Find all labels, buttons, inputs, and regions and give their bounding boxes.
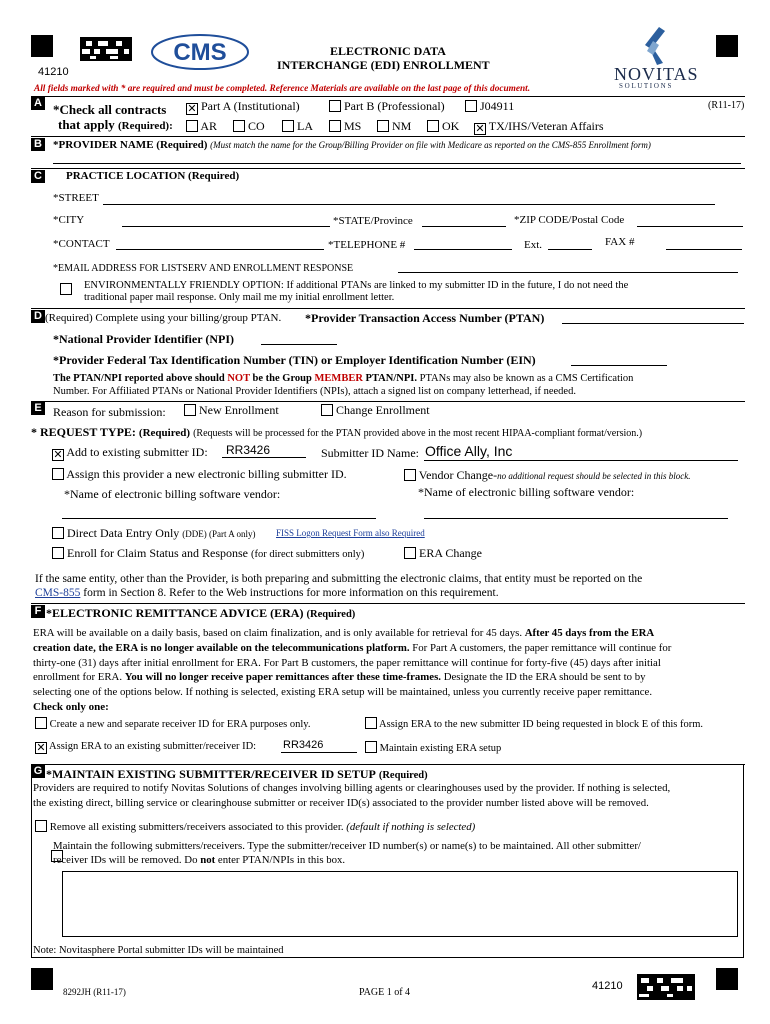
novitas-logo: NOVITAS — [614, 64, 699, 84]
checkbox[interactable] — [186, 120, 198, 132]
ptan-note-1: The PTAN/NPI reported above should NOT be the Group MEMBER PTAN/NPI. PTANs may also be known as a CMS Certification — [53, 373, 634, 384]
provider-name-field[interactable] — [53, 163, 741, 164]
checkbox[interactable] — [35, 717, 47, 729]
checkbox[interactable] — [184, 404, 196, 416]
era-title: *ELECTRONIC REMITTANCE ADVICE (ERA) (Required) — [46, 606, 356, 620]
same-entity-text-1: If the same entity, other than the Provider, is both preparing and submitting the electronic claims, that entity must be reported on the — [35, 573, 643, 585]
contact-field[interactable] — [116, 249, 324, 250]
new-enrollment-option[interactable]: New Enrollment — [184, 403, 279, 418]
state-option-nm[interactable]: NM — [377, 119, 411, 134]
maintain-setup-title: *MAINTAIN EXISTING SUBMITTER/RECEIVER ID SETUP (Required) — [46, 767, 428, 781]
era-para-line-1: ERA will be available on a daily basis, based on claim finalization, and is only available for retrieval for 45 days. After 45 days from the ERA — [33, 627, 655, 639]
email-field[interactable] — [398, 272, 738, 273]
cms-logo-text: CMS — [173, 39, 227, 66]
env-friendly-text-2: traditional paper mail response. Only mail me my initial enrollment letter. — [84, 292, 395, 303]
checkbox[interactable]: ✕ — [36, 741, 46, 754]
section-letter-a: A — [31, 97, 45, 110]
novitas-logo-sub: S O L U T I O N S — [619, 82, 672, 90]
registration-mark-top-right — [716, 35, 738, 57]
maintain-following-text-1: Maintain the following submitters/receivers. Type the submitter/receiver ID number(s) or name(s) to be maintained. All other submitter/ — [53, 840, 641, 852]
practice-location-title: PRACTICE LOCATION (Required) — [66, 170, 240, 182]
env-friendly-text-1: ENVIRONMENTALLY FRIENDLY OPTION: If additional PTANs are linked to my submitter ID in the future, I do not need the — [84, 280, 629, 291]
novitasphere-note: Note: Novitasphere Portal submitter IDs will be maintained — [33, 945, 284, 956]
era-assign-new-option[interactable]: Assign ERA to the new submitter ID being requested in block E of this form. — [365, 717, 703, 730]
divider — [31, 168, 745, 169]
add-existing-option[interactable]: ✕ Add to existing submitter ID: — [53, 445, 208, 461]
section-d-intro: (Required) Complete using your billing/group PTAN. — [45, 312, 282, 324]
maintain-para-1: Providers are required to notify Novitas Solutions of changes involving billing agents or clearinghouses used by the provider. If nothing is selected, — [33, 782, 671, 794]
maintain-para-2: the existing direct, billing service or clearinghouse submitter or receiver ID(s) associated to the provider number listed above will be removed. — [33, 797, 649, 809]
checkbox[interactable] — [321, 404, 333, 416]
checkbox[interactable] — [377, 120, 389, 132]
checkbox[interactable] — [365, 741, 377, 753]
maintain-following-text-2: receiver IDs will be removed. Do not enter PTAN/NPIs in this box. — [53, 854, 346, 866]
checkbox[interactable] — [52, 527, 64, 539]
telephone-label: *TELEPHONE # — [328, 239, 406, 251]
checkbox[interactable] — [365, 717, 377, 729]
novitas-ribbon-icon — [641, 25, 669, 67]
vendor-name-field[interactable] — [62, 518, 376, 519]
tin-field[interactable] — [571, 365, 667, 366]
state-option-tx[interactable]: ✕ TX/IHS/Veteran Affairs — [475, 119, 604, 135]
zip-label: *ZIP CODE/Postal Code — [514, 214, 625, 226]
era-para-line-4: enrollment for ERA. You will no longer receive paper remittances after these time-frames. Designate the ID the ERA should be sent to by — [33, 671, 646, 683]
tin-label: *Provider Federal Tax Identification Number (TIN) or Employer Identification Number (EIN) — [53, 353, 536, 367]
checkbox[interactable] — [329, 100, 341, 112]
checkbox[interactable]: ✕ — [53, 448, 63, 461]
state-option-la[interactable]: LA — [282, 119, 313, 134]
section-g-box-border — [31, 764, 744, 958]
checkbox[interactable] — [233, 120, 245, 132]
checkbox[interactable]: ✕ — [187, 102, 197, 115]
checkbox[interactable] — [52, 547, 64, 559]
page-number: PAGE 1 of 4 — [359, 987, 411, 998]
ptan-label: *Provider Transaction Access Number (PTAN) — [305, 311, 545, 325]
change-enrollment-option[interactable]: Change Enrollment — [321, 403, 430, 418]
checkbox[interactable] — [404, 547, 416, 559]
barcode-bottom — [637, 974, 695, 1000]
existing-submitter-id-value[interactable]: RR3426 — [226, 443, 271, 457]
state-option-ms[interactable]: MS — [329, 119, 361, 134]
cms-logo — [150, 33, 250, 71]
npi-label: *National Provider Identifier (NPI) — [53, 332, 234, 346]
era-existing-receiver-id-value[interactable]: RR3426 — [283, 739, 324, 751]
provider-name-label: *PROVIDER NAME (Required) (Must match the name for the Group/Billing Provider on file with Medicare as reported on the CMS-855 Enrollment form) — [53, 139, 651, 151]
request-type-label: * REQUEST TYPE: (Required) (Requests will be processed for the PTAN provided above in the most recent HIPAA-compliant format/version.) — [31, 425, 643, 439]
divider — [31, 603, 745, 604]
era-assign-existing-option[interactable]: ✕ Assign ERA to an existing submitter/receiver ID: — [36, 741, 257, 754]
fax-label: FAX # — [605, 236, 635, 248]
section-letter-e: E — [31, 402, 45, 415]
reason-label: Reason for submission: — [53, 405, 166, 419]
checkbox[interactable] — [404, 469, 416, 481]
zip-field[interactable] — [637, 226, 743, 227]
remove-all-option[interactable]: Remove all existing submitters/receivers associated to this provider. (default if nothing is selected) — [35, 820, 475, 833]
checkbox[interactable] — [282, 120, 294, 132]
assign-new-submitter-option[interactable]: Assign this provider a new electronic billing submitter ID. — [52, 467, 347, 482]
registration-mark-bottom-right — [716, 968, 738, 990]
ptan-field[interactable] — [562, 323, 744, 324]
era-para-line-3: thirty-one (31) days after initial enrollment for ERA. For Part B customers, the paper remittance will continue for forty-five (45) days after initial — [33, 657, 661, 669]
vendor-name-label-2: *Name of electronic billing software vendor: — [418, 485, 635, 499]
era-change-option[interactable]: ERA Change — [404, 546, 482, 561]
env-friendly-checkbox[interactable] — [60, 283, 72, 295]
npi-field[interactable] — [261, 344, 337, 345]
registration-mark-bottom-left — [31, 968, 53, 990]
ext-field[interactable] — [548, 249, 592, 250]
era-create-receiver-option[interactable]: Create a new and separate receiver ID for ERA purposes only. — [35, 717, 310, 730]
city-label: *CITY — [53, 214, 85, 226]
barcode-top — [80, 37, 132, 61]
fiss-logon-link[interactable]: FISS Logon Request Form also Required — [276, 528, 425, 538]
email-label: *EMAIL ADDRESS FOR LISTSERV AND ENROLLMENT RESPONSE — [53, 263, 354, 274]
claim-status-option[interactable]: Enroll for Claim Status and Response (for direct submitters only) — [52, 546, 364, 561]
form-code-bottom: 41210 — [592, 980, 623, 992]
era-existing-receiver-id-field[interactable] — [281, 752, 357, 753]
submitter-name-field[interactable] — [424, 460, 738, 461]
section-letter-c: C — [31, 170, 45, 183]
vendor-name-label: *Name of electronic billing software vendor: — [64, 487, 281, 501]
fax-field[interactable] — [666, 249, 742, 250]
vendor-change-option[interactable]: Vendor Change-no additional request should be selected in this block. — [404, 468, 691, 483]
era-para-line-5: selecting one of the options below. If nothing is selected, existing ERA setup will be maintained, unless you currently receive paper remittance. — [33, 686, 653, 698]
section-letter-b: B — [31, 138, 45, 151]
era-maintain-option[interactable]: Maintain existing ERA setup — [365, 741, 501, 754]
divider — [31, 401, 745, 402]
state-option-ar[interactable]: AR — [186, 119, 217, 134]
vendor-name-field-2[interactable] — [424, 518, 728, 519]
title-line-1: ELECTRONIC DATA — [330, 44, 446, 58]
era-para-line-2: creation date, the ERA is no longer available on the telecommunications platform. For Part A customers, the paper remittance will continue for — [33, 642, 672, 654]
state-label: *STATE/Province — [333, 215, 413, 227]
contracts-label-2: that apply (Required): — [58, 117, 173, 132]
divider — [31, 308, 745, 309]
section-letter-f: F — [31, 605, 45, 618]
divider — [31, 96, 745, 97]
divider — [31, 136, 745, 137]
contract-option-part-b[interactable]: Part B (Professional) — [329, 99, 445, 114]
state-option-co[interactable]: CO — [233, 119, 265, 134]
registration-mark-top-left — [31, 35, 53, 57]
contracts-label: *Check all contracts — [53, 102, 167, 117]
revision-label: (R11-17) — [708, 100, 745, 111]
submitter-name-value[interactable]: Office Ally, Inc — [425, 443, 513, 459]
checkbox[interactable] — [465, 100, 477, 112]
ptan-note-2: Number. For Affiliated PTANs or National Provider Identifiers (NPIs), attach a signed list on company letterhead, if needed. — [53, 386, 576, 397]
street-label: *STREET — [53, 192, 99, 204]
form-number: 8292JH (R11-17) — [63, 987, 126, 997]
title-line-2: INTERCHANGE (EDI) ENROLLMENT — [277, 58, 490, 72]
check-one-label: Check only one: — [33, 701, 109, 713]
checkbox[interactable] — [52, 468, 64, 480]
city-field[interactable] — [122, 226, 330, 227]
section-letter-g: G — [31, 765, 45, 778]
required-note: All fields marked with * are required and must be completed. Reference Materials are available on the last page of this document. — [34, 84, 531, 94]
street-field[interactable] — [103, 204, 715, 205]
state-option-ok[interactable]: OK — [427, 119, 459, 134]
contract-option-part-a[interactable]: ✕ Part A (Institutional) — [187, 99, 300, 115]
contract-option-j04911[interactable]: J04911 — [465, 99, 514, 114]
cms-855-link[interactable]: CMS-855 — [35, 587, 81, 599]
dde-option[interactable]: Direct Data Entry Only (DDE) (Part A only) — [52, 526, 256, 541]
checkbox[interactable] — [427, 120, 439, 132]
contact-label: *CONTACT — [53, 238, 110, 250]
checkbox[interactable]: ✕ — [475, 122, 485, 135]
form-code-top: 41210 — [38, 66, 69, 78]
checkbox[interactable] — [329, 120, 341, 132]
state-field[interactable] — [422, 226, 506, 227]
telephone-field[interactable] — [414, 249, 512, 250]
submitter-name-label: Submitter ID Name: — [321, 446, 419, 460]
section-letter-d: D — [31, 310, 45, 323]
ext-label: Ext. — [524, 239, 543, 251]
same-entity-text-2: CMS-855 form in Section 8. Refer to the Web instructions for more information on this requirement. — [35, 587, 499, 599]
existing-submitter-id-field[interactable] — [222, 457, 306, 458]
